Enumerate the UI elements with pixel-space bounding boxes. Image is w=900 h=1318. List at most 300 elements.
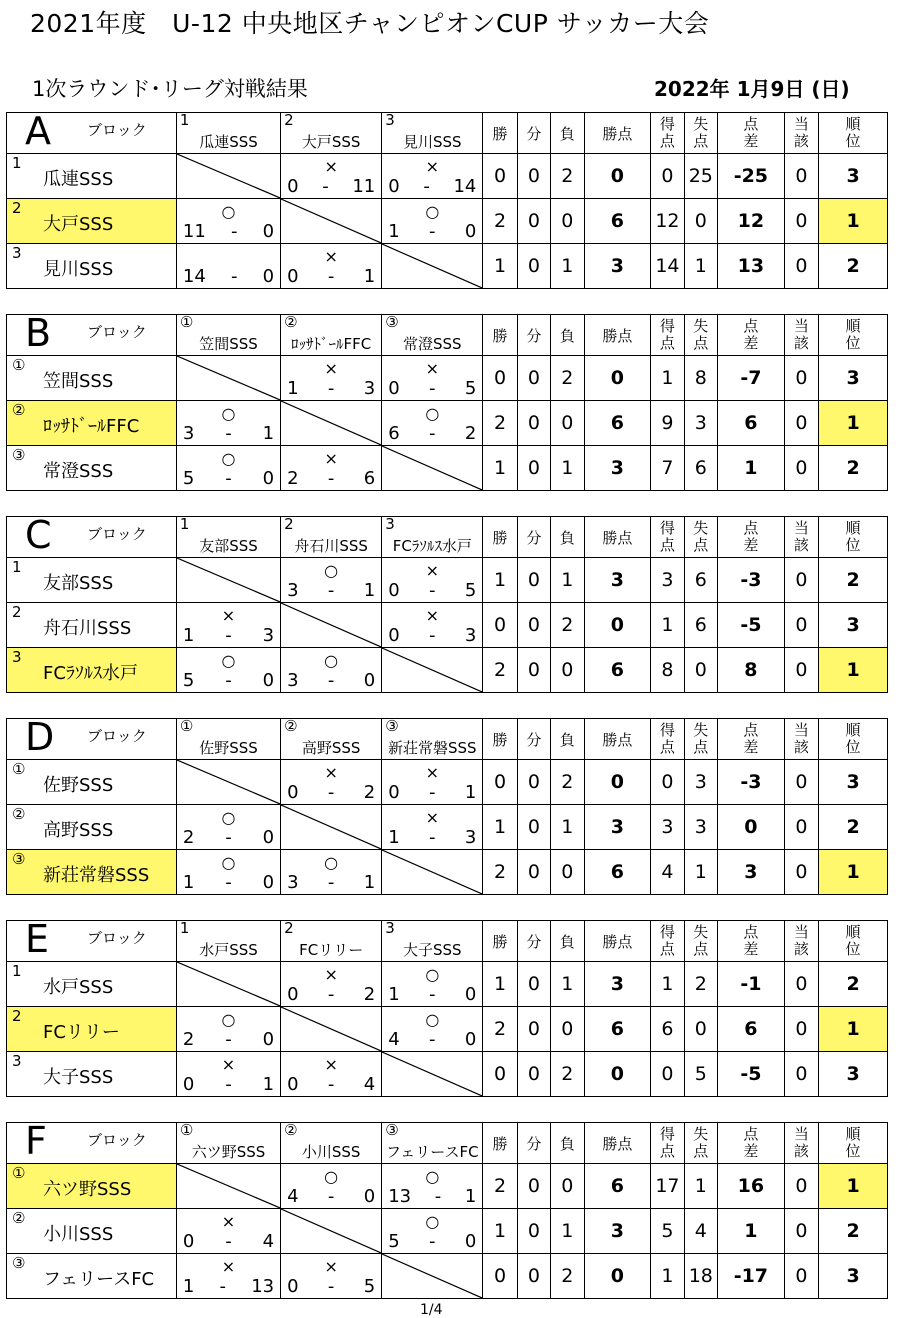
stat-h2h: 0 <box>784 446 818 491</box>
team-cell <box>7 1254 177 1299</box>
stat-l: 1 <box>551 558 584 603</box>
match-result <box>176 401 280 446</box>
score-dash: - <box>429 625 436 646</box>
score-for: 2 <box>287 468 299 489</box>
self-match-cell <box>382 850 483 895</box>
loss-mark-icon: × <box>324 449 338 468</box>
stat-gf: 1 <box>651 356 684 401</box>
win-mark-icon: ○ <box>221 449 236 468</box>
match-result <box>382 154 483 199</box>
stat-rank: 3 <box>819 760 888 805</box>
stat-h2h: 0 <box>784 1052 818 1097</box>
opponent-name: 水戸SSS <box>199 941 258 959</box>
block-label: ブロック <box>87 727 147 745</box>
block-c <box>6 513 888 693</box>
stat-pts: 3 <box>584 558 651 603</box>
stat-rank: 3 <box>819 1254 888 1299</box>
stat-d: 0 <box>517 1209 550 1254</box>
score-dash: - <box>230 266 238 287</box>
stat-ga: 6 <box>684 558 717 603</box>
opponent-name: 高野SSS <box>301 739 361 757</box>
team-name: 大戸SSS <box>43 214 114 235</box>
match-score <box>382 221 482 242</box>
stat-pts: 6 <box>584 850 651 895</box>
stat-diff: -1 <box>718 962 785 1007</box>
stat-w: 1 <box>483 1209 517 1254</box>
stat-w: 1 <box>483 446 517 491</box>
header-h2h: 当 該 <box>784 921 818 962</box>
team-name: 笠間SSS <box>43 371 114 392</box>
score-for: 1 <box>388 984 400 1005</box>
stat-gf: 9 <box>651 401 684 446</box>
stat-ga: 4 <box>684 1209 717 1254</box>
header-loss: 負 <box>551 921 584 962</box>
team-row <box>7 356 888 401</box>
score-for: 1 <box>182 872 195 893</box>
stat-pts: 6 <box>584 648 651 693</box>
stat-rank: 1 <box>819 1164 888 1209</box>
opponent-header <box>382 1123 483 1164</box>
score-against: 1 <box>262 1074 275 1095</box>
header-diff: 点 差 <box>718 719 785 760</box>
score-against: 4 <box>363 1074 376 1095</box>
match-score <box>382 423 482 444</box>
stat-rank: 3 <box>819 1052 888 1097</box>
stat-pts: 0 <box>584 1052 651 1097</box>
match-result <box>382 603 483 648</box>
block-label: ブロック <box>87 1131 147 1149</box>
team-name: FCﾗｿﾙｽ水戸 <box>43 663 138 684</box>
self-match-cell <box>281 1209 382 1254</box>
self-match-cell <box>382 244 483 289</box>
opponent-number: ① <box>179 313 194 331</box>
win-mark-icon: ○ <box>324 853 339 872</box>
header-gf: 得 点 <box>651 719 684 760</box>
score-for: 0 <box>388 176 400 197</box>
page-subtitle: 1次ラウンド･リーグ対戦結果 <box>32 77 308 101</box>
match-result <box>281 760 382 805</box>
opponent-number: ③ <box>385 717 399 735</box>
opponent-header <box>281 517 382 558</box>
header-ga: 失 点 <box>684 517 717 558</box>
match-result <box>382 356 483 401</box>
loss-mark-icon: × <box>221 1257 236 1276</box>
score-dash: - <box>327 670 335 691</box>
stat-w: 0 <box>483 603 517 648</box>
opponent-name: 見川SSS <box>403 133 462 151</box>
team-name: 友部SSS <box>43 573 114 594</box>
stat-ga: 0 <box>684 1007 717 1052</box>
match-result <box>281 356 382 401</box>
stat-h2h: 0 <box>784 850 818 895</box>
match-score <box>177 872 280 893</box>
team-cell <box>7 199 177 244</box>
header-loss: 負 <box>551 113 584 154</box>
score-for: 13 <box>388 1186 412 1207</box>
team-name: 瓜連SSS <box>43 169 114 190</box>
stat-diff: -5 <box>718 603 785 648</box>
score-against: 6 <box>363 468 376 489</box>
stat-w: 1 <box>483 805 517 850</box>
match-result <box>382 558 483 603</box>
opponent-number: 3 <box>385 111 395 129</box>
loss-mark-icon: × <box>425 359 439 378</box>
team-row <box>7 558 888 603</box>
stat-w: 2 <box>483 1164 517 1209</box>
win-mark-icon: ○ <box>324 561 339 580</box>
opponent-header <box>176 921 280 962</box>
stat-h2h: 0 <box>784 760 818 805</box>
score-dash: - <box>225 1231 232 1252</box>
header-ga: 失 点 <box>684 315 717 356</box>
score-dash: - <box>327 1186 335 1207</box>
team-number: ② <box>12 1209 26 1227</box>
score-against: 4 <box>262 1231 275 1252</box>
match-score <box>382 625 482 646</box>
team-row <box>7 1052 888 1097</box>
stat-diff: -17 <box>718 1254 785 1299</box>
stat-gf: 4 <box>651 850 684 895</box>
score-for: 5 <box>388 1231 400 1252</box>
opponent-number: ② <box>284 313 298 331</box>
stat-diff: 13 <box>718 244 785 289</box>
score-dash: - <box>327 468 335 489</box>
stat-w: 0 <box>483 760 517 805</box>
loss-mark-icon: × <box>425 763 439 782</box>
score-against: 0 <box>262 827 275 848</box>
stat-rank: 3 <box>819 603 888 648</box>
stat-ga: 1 <box>684 244 717 289</box>
score-dash: - <box>327 266 335 287</box>
stat-d: 0 <box>517 850 550 895</box>
header-loss: 負 <box>551 315 584 356</box>
loss-mark-icon: × <box>324 763 338 782</box>
stat-h2h: 0 <box>784 356 818 401</box>
stat-d: 0 <box>517 446 550 491</box>
header-diff: 点 差 <box>718 517 785 558</box>
opponent-name: 瓜連SSS <box>199 133 258 151</box>
opponent-name: 新荘常磐SSS <box>388 739 477 757</box>
team-name: 大子SSS <box>43 1067 114 1088</box>
score-against: 14 <box>453 176 477 197</box>
stat-rank: 1 <box>819 401 888 446</box>
score-dash: - <box>327 580 335 601</box>
team-name: FCリリー <box>43 1022 120 1043</box>
loss-mark-icon: × <box>221 1055 236 1074</box>
score-against: 0 <box>363 1186 376 1207</box>
win-mark-icon: ○ <box>221 404 236 423</box>
match-result <box>176 603 280 648</box>
win-mark-icon: ○ <box>425 202 440 221</box>
score-against: 5 <box>464 580 477 601</box>
team-number: 3 <box>12 244 22 262</box>
block-letter: B <box>25 311 52 355</box>
stat-l: 0 <box>551 1007 584 1052</box>
header-h2h: 当 該 <box>784 315 818 356</box>
score-dash: - <box>429 423 436 444</box>
team-cell <box>7 1007 177 1052</box>
stat-w: 1 <box>483 244 517 289</box>
opponent-number: ② <box>284 1121 298 1139</box>
score-for: 5 <box>182 468 195 489</box>
loss-mark-icon: × <box>425 808 439 827</box>
score-for: 5 <box>182 670 195 691</box>
win-mark-icon: ○ <box>425 1212 440 1231</box>
stat-gf: 3 <box>651 805 684 850</box>
match-result <box>176 446 280 491</box>
stat-d: 0 <box>517 1007 550 1052</box>
score-dash: - <box>429 827 436 848</box>
match-score <box>177 1231 280 1252</box>
header-diff: 点 差 <box>718 113 785 154</box>
header-ga: 失 点 <box>684 113 717 154</box>
score-dash: - <box>434 1186 442 1207</box>
match-result <box>281 244 382 289</box>
stat-h2h: 0 <box>784 962 818 1007</box>
score-for: 3 <box>287 872 299 893</box>
opponent-name: ﾛｯｻﾄﾞｰﾙFFC <box>291 335 372 353</box>
team-number: 3 <box>12 648 22 666</box>
score-against: 1 <box>363 872 376 893</box>
opponent-number: ③ <box>385 1121 399 1139</box>
team-number: ② <box>12 401 26 419</box>
header-win: 勝 <box>483 921 517 962</box>
score-dash: - <box>429 984 436 1005</box>
stat-h2h: 0 <box>784 603 818 648</box>
header-diff: 点 差 <box>718 1123 785 1164</box>
team-name: 舟石川SSS <box>43 618 132 639</box>
stat-d: 0 <box>517 962 550 1007</box>
stat-rank: 2 <box>819 962 888 1007</box>
team-row <box>7 1007 888 1052</box>
score-for: 1 <box>182 1276 195 1297</box>
match-score <box>177 1276 280 1297</box>
team-row <box>7 805 888 850</box>
score-for: 0 <box>388 580 400 601</box>
stat-ga: 8 <box>684 356 717 401</box>
stat-gf: 6 <box>651 1007 684 1052</box>
score-against: 5 <box>464 378 477 399</box>
block-letter: E <box>25 917 50 961</box>
match-result <box>281 648 382 693</box>
team-row <box>7 401 888 446</box>
match-score <box>177 423 280 444</box>
score-dash: - <box>225 670 232 691</box>
team-name: ﾛｯｻﾄﾞｰﾙFFC <box>43 416 140 437</box>
stat-pts: 0 <box>584 356 651 401</box>
match-result <box>382 1209 483 1254</box>
stat-w: 2 <box>483 1007 517 1052</box>
loss-mark-icon: × <box>324 1257 338 1276</box>
score-against: 13 <box>251 1276 275 1297</box>
stat-ga: 0 <box>684 199 717 244</box>
opponent-name: 常澄SSS <box>403 335 462 353</box>
block-label: ブロック <box>87 121 147 139</box>
stat-ga: 18 <box>684 1254 717 1299</box>
opponent-number: ③ <box>385 313 399 331</box>
score-against: 0 <box>464 221 477 242</box>
header-win: 勝 <box>483 315 517 356</box>
match-result <box>382 199 483 244</box>
stat-gf: 0 <box>651 154 684 199</box>
header-diff: 点 差 <box>718 921 785 962</box>
header-draw: 分 <box>517 719 550 760</box>
stat-l: 2 <box>551 760 584 805</box>
header-points: 勝点 <box>584 921 651 962</box>
score-for: 0 <box>287 1074 299 1095</box>
score-for: 0 <box>182 1231 195 1252</box>
score-against: 0 <box>363 670 376 691</box>
stat-d: 0 <box>517 558 550 603</box>
team-name: 高野SSS <box>43 820 114 841</box>
header-h2h: 当 該 <box>784 719 818 760</box>
stat-ga: 6 <box>684 603 717 648</box>
match-score <box>281 1276 381 1297</box>
score-for: 4 <box>388 1029 400 1050</box>
stat-pts: 6 <box>584 401 651 446</box>
self-match-cell <box>281 199 382 244</box>
block-corner <box>7 917 177 962</box>
score-against: 1 <box>363 266 376 287</box>
score-for: 11 <box>182 221 206 242</box>
match-result <box>382 1007 483 1052</box>
score-dash: - <box>225 1074 232 1095</box>
loss-mark-icon: × <box>324 359 338 378</box>
block-corner <box>7 109 177 154</box>
header-win: 勝 <box>483 113 517 154</box>
match-result <box>176 805 280 850</box>
stat-diff: -3 <box>718 760 785 805</box>
opponent-header <box>382 517 483 558</box>
stat-l: 2 <box>551 1052 584 1097</box>
stat-gf: 17 <box>651 1164 684 1209</box>
stat-l: 0 <box>551 401 584 446</box>
stat-l: 0 <box>551 648 584 693</box>
stat-ga: 1 <box>684 850 717 895</box>
match-result <box>382 401 483 446</box>
team-row <box>7 199 888 244</box>
score-for: 0 <box>388 378 400 399</box>
block-letter: D <box>25 715 55 759</box>
header-h2h: 当 該 <box>784 517 818 558</box>
stat-diff: -7 <box>718 356 785 401</box>
stat-gf: 0 <box>651 760 684 805</box>
stat-w: 1 <box>483 558 517 603</box>
score-against: 0 <box>262 221 275 242</box>
match-score <box>177 625 280 646</box>
opponent-header <box>176 1123 280 1164</box>
loss-mark-icon: × <box>324 965 338 984</box>
match-score <box>382 176 482 197</box>
stat-ga: 25 <box>684 154 717 199</box>
opponent-header <box>382 315 483 356</box>
header-loss: 負 <box>551 1123 584 1164</box>
header-gf: 得 点 <box>651 113 684 154</box>
match-result <box>281 446 382 491</box>
match-score <box>177 827 280 848</box>
win-mark-icon: ○ <box>221 1010 236 1029</box>
loss-mark-icon: × <box>324 247 338 266</box>
block-b <box>6 311 888 491</box>
opponent-header <box>176 517 280 558</box>
match-score <box>382 580 482 601</box>
score-for: 0 <box>388 625 400 646</box>
opponent-header <box>281 113 382 154</box>
stat-d: 0 <box>517 1164 550 1209</box>
score-against: 0 <box>262 266 275 287</box>
win-mark-icon: ○ <box>221 651 236 670</box>
match-score <box>281 1074 381 1095</box>
team-row <box>7 648 888 693</box>
stat-ga: 0 <box>684 648 717 693</box>
block-letter: C <box>25 513 52 557</box>
team-number: ③ <box>12 850 26 868</box>
stat-diff: -3 <box>718 558 785 603</box>
loss-mark-icon: × <box>425 157 439 176</box>
team-name: 水戸SSS <box>43 977 114 998</box>
score-dash: - <box>429 782 436 803</box>
score-dash: - <box>429 580 436 601</box>
team-cell <box>7 244 177 289</box>
match-score <box>281 176 381 197</box>
stat-h2h: 0 <box>784 1209 818 1254</box>
opponent-header <box>281 719 382 760</box>
stat-diff: 12 <box>718 199 785 244</box>
match-score <box>281 468 381 489</box>
stat-pts: 3 <box>584 805 651 850</box>
match-score <box>382 378 482 399</box>
stat-diff: 0 <box>718 805 785 850</box>
score-dash: - <box>423 176 430 197</box>
opponent-name: FCﾗｿﾙｽ水戸 <box>392 537 472 555</box>
block-letter: A <box>25 109 51 153</box>
page-number: 1/4 <box>420 1302 443 1318</box>
opponent-header <box>281 921 382 962</box>
stat-d: 0 <box>517 401 550 446</box>
loss-mark-icon: × <box>324 1055 338 1074</box>
opponent-header <box>281 1123 382 1164</box>
stat-gf: 3 <box>651 558 684 603</box>
stat-rank: 1 <box>819 850 888 895</box>
stat-h2h: 0 <box>784 1007 818 1052</box>
team-number: ③ <box>12 1254 26 1272</box>
block-label: ブロック <box>87 323 147 341</box>
stat-diff: 3 <box>718 850 785 895</box>
stat-ga: 3 <box>684 401 717 446</box>
score-against: 1 <box>464 1186 477 1207</box>
match-result <box>382 805 483 850</box>
score-against: 5 <box>363 1276 376 1297</box>
team-cell <box>7 356 177 401</box>
score-for: 3 <box>287 580 299 601</box>
match-result <box>281 558 382 603</box>
self-match-cell <box>281 805 382 850</box>
team-name: 六ツ野SSS <box>43 1179 132 1200</box>
team-cell <box>7 603 177 648</box>
team-cell <box>7 805 177 850</box>
score-dash: - <box>327 378 335 399</box>
score-dash: - <box>327 984 335 1005</box>
match-score <box>382 1186 482 1207</box>
stat-gf: 1 <box>651 603 684 648</box>
stat-w: 2 <box>483 401 517 446</box>
stat-w: 0 <box>483 154 517 199</box>
win-mark-icon: ○ <box>425 1010 440 1029</box>
stat-d: 0 <box>517 244 550 289</box>
match-score <box>281 266 381 287</box>
stat-h2h: 0 <box>784 401 818 446</box>
score-against: 3 <box>464 827 477 848</box>
